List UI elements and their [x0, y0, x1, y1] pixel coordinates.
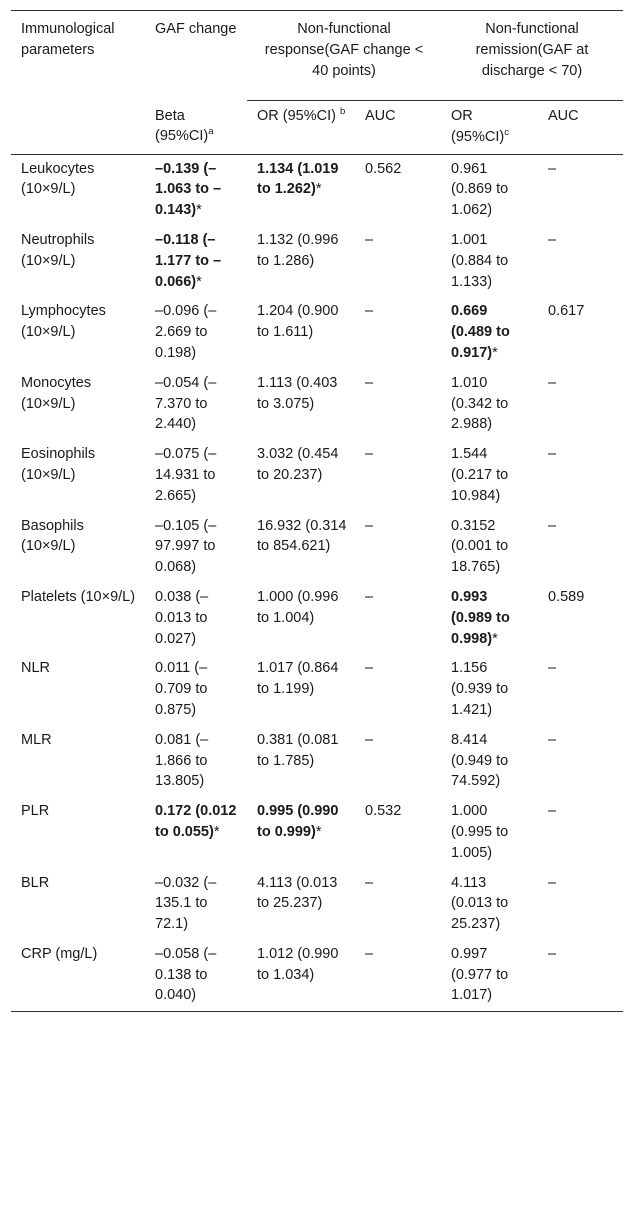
- cell-or-remission: [441, 869, 538, 940]
- footnote-marker-a: a: [208, 126, 214, 138]
- cell-parameter: [11, 654, 145, 725]
- cell-parameter-value: CRP (mg/L): [21, 945, 98, 962]
- table-row: [11, 869, 623, 940]
- cell-beta-value: –0.032 (–135.1 to 72.1): [155, 874, 217, 933]
- header-or-response-label: OR (95%CI): [257, 108, 336, 124]
- cell-or-response-value: 1.204 (0.900 to 1.611): [257, 303, 339, 341]
- cell-auc-response-value: –: [365, 517, 374, 534]
- header-gaf-change: GAF change: [145, 11, 247, 101]
- cell-auc-response-value: –: [365, 231, 374, 248]
- cell-or-remission: [441, 797, 538, 868]
- cell-or-response-value: 1.000 (0.996 to 1.004): [257, 588, 339, 626]
- cell-or-response: [247, 940, 355, 1012]
- cell-or-response: [247, 297, 355, 368]
- cell-beta-value: –0.075 (–14.931 to 2.665): [155, 446, 217, 504]
- cell-beta: [145, 226, 247, 297]
- cell-or-remission-value: 1.010 (0.342 to 2.988): [451, 374, 509, 433]
- cell-auc-response: [355, 440, 441, 511]
- table-row: [11, 297, 623, 368]
- cell-parameter: [11, 726, 145, 797]
- cell-auc-response: [355, 512, 441, 583]
- cell-auc-remission-value: –: [548, 374, 557, 391]
- cell-parameter-value: BLR: [21, 874, 50, 891]
- header-non-functional-response: [247, 11, 441, 101]
- cell-auc-response-value: 0.532: [365, 803, 402, 820]
- table-row: [11, 369, 623, 440]
- cell-or-response-value: 1.134 (1.019 to 1.262): [257, 160, 339, 198]
- significance-marker: *: [492, 344, 498, 361]
- cell-auc-remission: [538, 797, 623, 868]
- cell-or-remission-value: 0.961 (0.869 to 1.062): [451, 160, 509, 219]
- cell-or-response: [247, 512, 355, 583]
- cell-beta-value: –0.054 (–7.370 to 2.440): [155, 374, 217, 433]
- results-table-container: [11, 10, 623, 1012]
- table-row: [11, 440, 623, 511]
- cell-auc-response: [355, 869, 441, 940]
- cell-or-response-value: 1.017 (0.864 to 1.199): [257, 660, 339, 698]
- cell-auc-remission: [538, 940, 623, 1012]
- cell-or-remission-value: 0.997 (0.977 to 1.017): [451, 945, 509, 1004]
- cell-beta: [145, 583, 247, 654]
- cell-or-remission-value: 1.544 (0.217 to 10.984): [451, 446, 509, 504]
- cell-auc-response-value: –: [365, 874, 374, 891]
- header-immunological-parameters: Immunological parameters: [11, 11, 145, 101]
- cell-auc-remission: [538, 369, 623, 440]
- cell-auc-remission: [538, 726, 623, 797]
- immunological-parameters-table: [11, 10, 623, 1012]
- cell-auc-response: [355, 654, 441, 725]
- cell-beta-value: –0.058 (–0.138 to 0.040): [155, 945, 217, 1004]
- cell-auc-response: [355, 369, 441, 440]
- cell-parameter: [11, 583, 145, 654]
- cell-or-remission: [441, 583, 538, 654]
- cell-or-response-value: 16.932 (0.314 to 854.621): [257, 517, 347, 555]
- cell-or-response: [247, 726, 355, 797]
- cell-parameter-value: Monocytes (10×9/L): [21, 374, 92, 412]
- cell-auc-remission: [538, 583, 623, 654]
- cell-or-response-value: 3.032 (0.454 to 20.237): [257, 446, 339, 483]
- cell-parameter: [11, 297, 145, 368]
- header-non-functional-remission: [441, 11, 623, 101]
- cell-parameter-value: NLR: [21, 660, 51, 677]
- cell-auc-remission: [538, 440, 623, 511]
- cell-or-remission-value: 0.993 (0.989 to 0.998): [451, 588, 510, 647]
- cell-parameter: [11, 512, 145, 583]
- cell-beta-value: –0.096 (–2.669 to 0.198): [155, 303, 217, 361]
- header-or-remission-label: OR (95%CI): [451, 108, 505, 145]
- table-row: [11, 583, 623, 654]
- cell-or-response-value: 4.113 (0.013 to 25.237): [257, 874, 338, 912]
- header-blank-cell: [11, 101, 145, 155]
- cell-or-remission: [441, 297, 538, 368]
- cell-auc-remission-value: 0.589: [548, 588, 585, 605]
- cell-parameter: [11, 154, 145, 226]
- cell-auc-remission-value: –: [548, 945, 557, 962]
- cell-auc-response-value: –: [365, 374, 374, 391]
- cell-beta: [145, 297, 247, 368]
- cell-auc-remission: [538, 154, 623, 226]
- cell-parameter-value: Leukocytes (10×9/L): [21, 160, 95, 198]
- cell-beta-value: 0.081 (–1.866 to 13.805): [155, 731, 209, 790]
- cell-auc-remission: [538, 226, 623, 297]
- cell-or-remission-value: 0.669 (0.489 to 0.917): [451, 303, 510, 361]
- cell-beta-value: 0.011 (–0.709 to 0.875): [155, 660, 208, 718]
- cell-auc-response: [355, 797, 441, 868]
- cell-or-response-value: 1.132 (0.996 to 1.286): [257, 231, 339, 269]
- cell-or-response: [247, 154, 355, 226]
- cell-auc-response: [355, 726, 441, 797]
- cell-auc-remission: [538, 512, 623, 583]
- cell-auc-remission-value: –: [548, 731, 557, 748]
- cell-auc-response-value: –: [365, 660, 374, 677]
- cell-auc-remission-value: –: [548, 874, 557, 891]
- header-non-functional-remission-label: Non-functional remission(GAF at discharge < 70): [475, 21, 589, 79]
- header-beta: [145, 101, 247, 155]
- cell-auc-response: [355, 226, 441, 297]
- header-beta-label: Beta (95%CI): [155, 107, 209, 145]
- cell-parameter: [11, 940, 145, 1012]
- cell-or-response: [247, 654, 355, 725]
- cell-beta-value: 0.038 (–0.013 to 0.027): [155, 588, 209, 647]
- cell-auc-remission: [538, 654, 623, 725]
- cell-or-response: [247, 226, 355, 297]
- cell-auc-remission-value: –: [548, 231, 557, 248]
- cell-or-response: [247, 440, 355, 511]
- cell-parameter: [11, 869, 145, 940]
- cell-auc-response: [355, 297, 441, 368]
- cell-auc-response-value: –: [365, 731, 374, 748]
- cell-beta: [145, 726, 247, 797]
- header-auc-response: AUC: [355, 101, 441, 155]
- cell-parameter-value: MLR: [21, 731, 52, 748]
- significance-marker: *: [315, 823, 322, 840]
- cell-or-remission: [441, 226, 538, 297]
- cell-beta: [145, 940, 247, 1012]
- cell-or-response: [247, 869, 355, 940]
- cell-or-remission-value: 1.000 (0.995 to 1.005): [451, 803, 509, 861]
- table-row: [11, 512, 623, 583]
- significance-marker: *: [196, 273, 202, 290]
- table-row: [11, 940, 623, 1012]
- cell-auc-response-value: –: [365, 945, 374, 962]
- cell-or-response: [247, 797, 355, 868]
- cell-parameter-value: Lymphocytes (10×9/L): [21, 303, 106, 341]
- cell-or-response: [247, 583, 355, 654]
- cell-or-response-value: 1.012 (0.990 to 1.034): [257, 945, 339, 983]
- cell-or-response: [247, 369, 355, 440]
- table-row: [11, 154, 623, 226]
- table-row: [11, 654, 623, 725]
- cell-beta-value: –0.105 (–97.997 to 0.068): [155, 517, 217, 576]
- significance-marker: *: [492, 630, 498, 647]
- header-or-remission: [441, 101, 538, 155]
- cell-auc-remission-value: –: [548, 803, 557, 820]
- cell-or-remission-value: 4.113 (0.013 to 25.237): [451, 874, 509, 933]
- table-row: [11, 226, 623, 297]
- cell-parameter: [11, 797, 145, 868]
- cell-parameter-value: Basophils (10×9/L): [21, 517, 84, 555]
- cell-parameter: [11, 226, 145, 297]
- cell-beta: [145, 869, 247, 940]
- cell-or-remission: [441, 654, 538, 725]
- cell-auc-remission-value: –: [548, 160, 557, 177]
- header-or-response: [247, 101, 355, 155]
- cell-or-remission: [441, 512, 538, 583]
- cell-parameter: [11, 440, 145, 511]
- cell-parameter-value: Platelets (10×9/L): [21, 588, 136, 605]
- cell-auc-remission-value: –: [548, 660, 557, 677]
- footnote-marker-b: b: [340, 106, 346, 118]
- cell-auc-remission: [538, 869, 623, 940]
- table-row: [11, 797, 623, 868]
- cell-auc-response-value: –: [365, 588, 374, 605]
- cell-parameter-value: Neutrophils (10×9/L): [21, 231, 95, 269]
- cell-auc-response: [355, 583, 441, 654]
- cell-auc-remission-value: 0.617: [548, 303, 585, 320]
- cell-or-remission-value: 8.414 (0.949 to 74.592): [451, 731, 509, 790]
- cell-auc-response-value: –: [365, 446, 374, 463]
- cell-or-remission: [441, 940, 538, 1012]
- cell-or-remission-value: 1.156 (0.939 to 1.421): [451, 660, 509, 718]
- cell-auc-remission: [538, 297, 623, 368]
- footnote-marker-c: c: [504, 126, 509, 138]
- cell-or-remission: [441, 154, 538, 226]
- cell-beta-value: –0.139 (–1.063 to –0.143): [155, 160, 222, 219]
- cell-auc-response: [355, 940, 441, 1012]
- cell-or-response-value: 0.381 (0.081 to 1.785): [257, 731, 339, 769]
- cell-or-remission: [441, 726, 538, 797]
- cell-parameter-value: Eosinophils (10×9/L): [21, 446, 96, 483]
- cell-auc-response-value: 0.562: [365, 160, 402, 177]
- cell-auc-response: [355, 154, 441, 226]
- significance-marker: *: [213, 823, 220, 840]
- cell-beta: [145, 154, 247, 226]
- cell-beta-value: 0.172 (0.012 to 0.055): [155, 803, 237, 840]
- cell-or-remission-value: 0.3152 (0.001 to 18.765): [451, 517, 509, 576]
- cell-beta-value: –0.118 (–1.177 to –0.066): [155, 231, 222, 290]
- cell-beta: [145, 440, 247, 511]
- cell-parameter-value: PLR: [21, 803, 50, 820]
- cell-auc-remission-value: –: [548, 446, 557, 463]
- header-non-functional-response-label: Non-functional response(GAF change < 40 points): [264, 21, 424, 79]
- cell-or-remission: [441, 369, 538, 440]
- cell-parameter: [11, 369, 145, 440]
- cell-or-remission-value: 1.001 (0.884 to 1.133): [451, 231, 509, 290]
- cell-beta: [145, 654, 247, 725]
- cell-beta: [145, 369, 247, 440]
- significance-marker: *: [196, 202, 202, 219]
- cell-auc-response-value: –: [365, 303, 374, 320]
- cell-or-response-value: 1.113 (0.403 to 3.075): [257, 374, 338, 412]
- significance-marker: *: [315, 181, 322, 198]
- cell-beta: [145, 512, 247, 583]
- cell-or-response-value: 0.995 (0.990 to 0.999): [257, 803, 339, 840]
- cell-beta: [145, 797, 247, 868]
- cell-auc-remission-value: –: [548, 517, 557, 534]
- cell-or-remission: [441, 440, 538, 511]
- header-auc-remission: AUC: [538, 101, 623, 155]
- table-row: [11, 726, 623, 797]
